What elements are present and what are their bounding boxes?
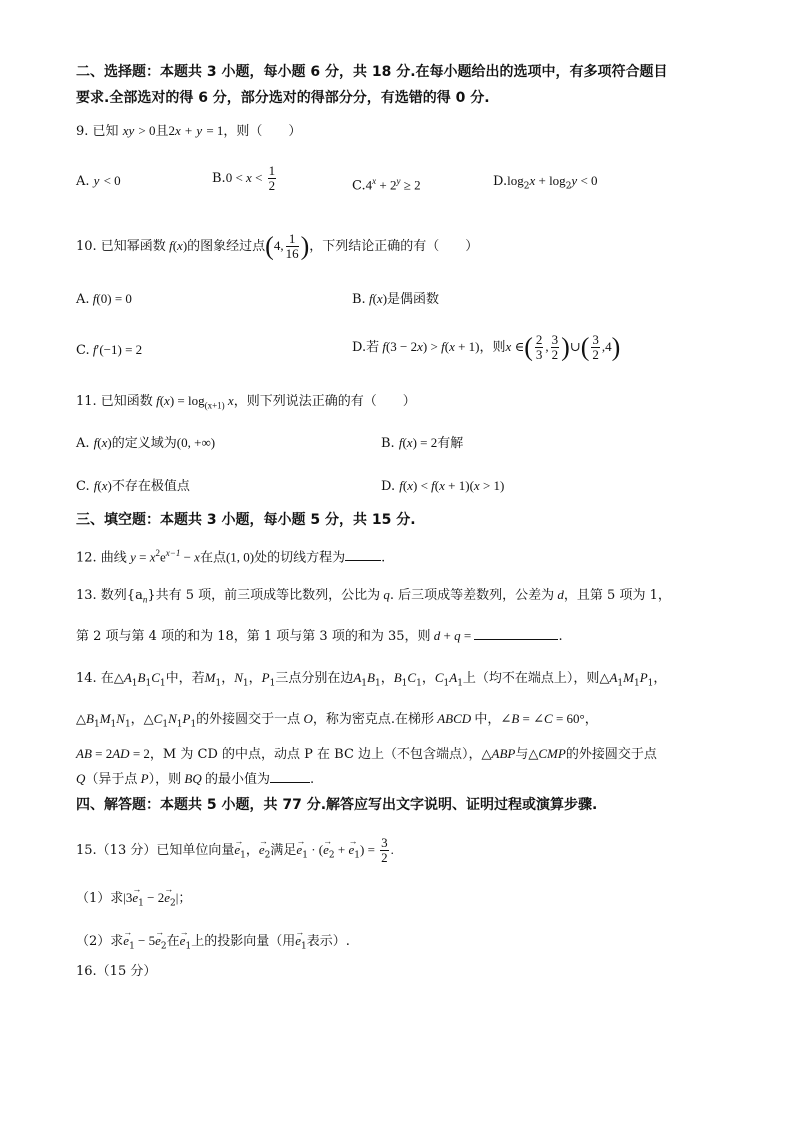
question-9-option-c: $C.4^x + 2^y \ge 2$ <box>352 176 421 194</box>
question-10-option-c: C. f′(−1) = 2 <box>76 342 143 358</box>
question-15-stem: 15.（13 分）已知单位向量→ $e_1$，→ $e_2$满足→ $e_1$ · (→ $e_2$ + → $e_1$) = $\frac{3}{2}$ . <box>76 836 394 865</box>
question-13-line2: 第 2 项与第 4 项的和为 18，第 1 项与第 3 项的和为 35，则 d + q = . <box>76 628 563 644</box>
question-9-option-d: $D.\log_2x + \log_2y < 0$ <box>493 173 598 192</box>
section-2-header-line2: 要求.全部选对的得 6 分，部分选对的得部分分，有选错的得 0 分. <box>76 90 490 106</box>
question-15-part-1: （1）求$|3\to e_1 - 2\to e_2|$； <box>76 889 191 913</box>
question-11-option-a: A. f(x)的定义域为(0, +∞) <box>76 435 216 451</box>
question-16-stem: 16.（15 分） <box>76 964 157 979</box>
section-3-header: 三、填空题：本题共 3 小题，每小题 5 分，共 15 分. <box>76 512 416 528</box>
question-14-line4: Q（异于点 P），则 BQ 的最小值为 . <box>76 771 315 787</box>
question-10-option-d: D.若 f(3 − 2x) > f(x + 1)，则x ∈( $\frac{2}{3}$ , $\frac{3}{2}$ )∪( $\frac{3}{2}$ ,4) <box>352 332 621 362</box>
question-9-option-b: B.0 < x < $\frac{1}{2}$ <box>212 163 276 193</box>
question-13-line1: 13. 数列$\{a_n\}$共有 5 项，前三项成等比数列，公比为 q. 后三项成等差数列，公差为 d，且第 5 项为 1， <box>76 587 671 605</box>
question-14-line2: $\triangle B_1M_1N_1$，$\triangle C_1N_1P_1$的外接圆交于一点 O，称为密克点.在梯形 ABCD 中，∠B = ∠C = 60°， <box>76 711 598 730</box>
question-10-option-a: A. f(0) = 0 <box>76 291 132 307</box>
question-14-line1: 14. 在$\triangle A_1B_1C_1$中，若$M_1$，$N_1$，$P_1$三点分别在边$A_1B_1$，$B_1C_1$，$C_1A_1$上（均不在端点上），则$\triangle A_1M_1P_1$， <box>76 670 667 689</box>
question-15-part-2: （2）求→ $e_1 - 5\to e_2$在→ $e_1$上的投影向量（用→ $e_1$表示）. <box>76 932 350 956</box>
question-9-stem: 9. 已知 xy > 0且2x + y = 1，则（ ） <box>76 123 302 139</box>
question-9-option-a: A. y < 0 <box>76 173 121 189</box>
question-11-option-d: D. f(x) < f(x + 1)(x > 1) <box>381 478 505 494</box>
question-11-option-c: C. f(x)不存在极值点 <box>76 478 190 494</box>
question-10-stem: 10. 已知幂函数 f(x)的图象经过点(4, $\frac{1}{16}$ )，下列结论正确的有（ ） <box>76 231 479 261</box>
section-4-header: 四、解答题：本题共 5 小题，共 77 分.解答应写出文字说明、证明过程或演算步骤. <box>76 797 598 813</box>
question-12: 12. 曲线 $y = x^2e^{x-1} - x$在点(1, 0)处的切线方程为 . <box>76 548 386 566</box>
question-10-option-b: B. f(x)是偶函数 <box>352 291 440 307</box>
question-11-option-b: B. f(x) = 2有解 <box>381 435 464 451</box>
question-14-line3: AB = 2AD = 2，M 为 CD 的中点，动点 P 在 BC 边上（不包含端点），△ABP与△CMP的外接圆交于点 <box>76 746 657 762</box>
section-2-header-line1: 二、选择题：本题共 3 小题，每小题 6 分，共 18 分.在每小题给出的选项中，有多项符合题目 <box>76 64 668 80</box>
question-11-stem: 11. 已知函数 $f(x) = \log_{(x+1)} x$，则下列说法正确的有（ ） <box>76 393 416 411</box>
